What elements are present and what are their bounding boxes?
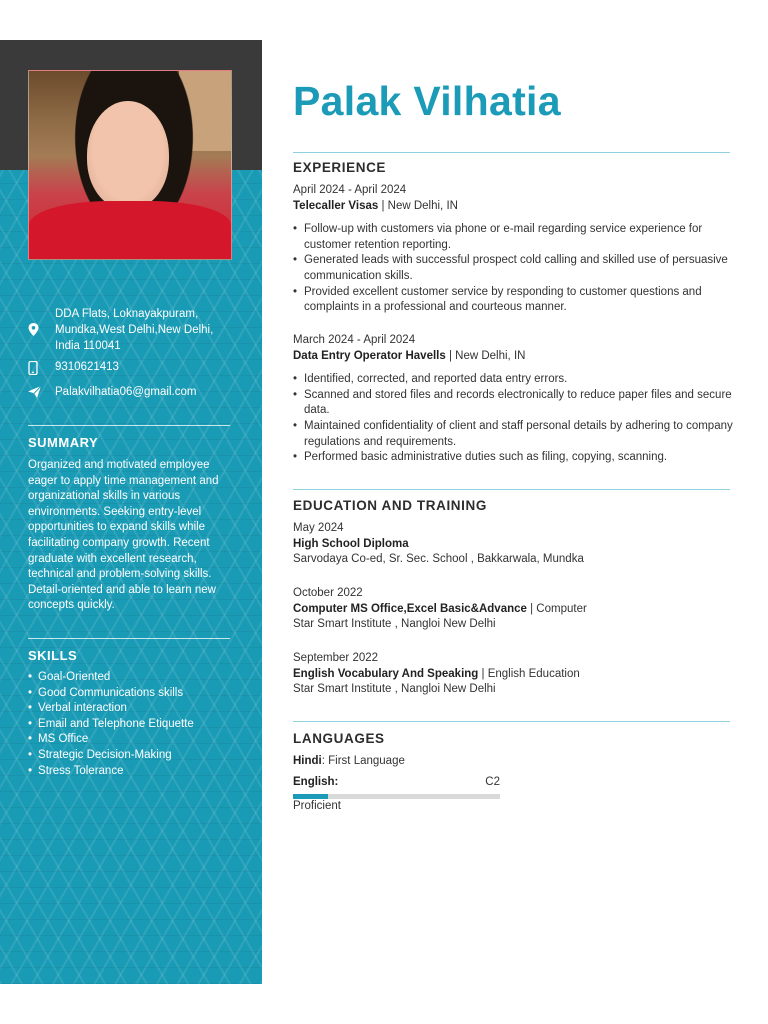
job-entry <box>293 183 733 316</box>
job-dates: March 2024 - April 2024 <box>293 334 416 346</box>
job-bullet: • Scanned and stored files and records electronically to reduce paper files and secure data. <box>293 388 733 419</box>
job-entry <box>293 333 733 466</box>
job-bullet: • Provided excellent customer service by responding to customer questions and complaints in a professional and courteous manner. <box>293 285 733 316</box>
language-native <box>293 754 733 770</box>
job-bullet: • Generated leads with successful prospect cold calling and skilled use of persuasive communication skills. <box>293 253 733 284</box>
language-name: Hindi <box>293 755 322 767</box>
sidebar-divider <box>28 425 230 426</box>
languages-heading: LANGUAGES <box>293 731 385 746</box>
experience-heading: EXPERIENCE <box>293 160 387 175</box>
job-bullets <box>293 222 733 316</box>
language-name: English: <box>293 776 339 788</box>
skill-item: • Goal-Oriented <box>28 670 194 686</box>
job-role: Telecaller Visas <box>293 199 379 212</box>
job-location: | New Delhi, IN <box>378 199 458 212</box>
job-bullet: • Maintained confidentiality of client and staff personal details by adhering to company regulations and requirements. <box>293 419 733 450</box>
skills-heading: SKILLS <box>28 648 78 663</box>
skills-list <box>28 670 194 779</box>
education-date: May 2024 <box>293 522 344 534</box>
location-pin-icon <box>28 323 42 337</box>
job-location: | New Delhi, IN <box>445 349 526 362</box>
language-proficiency-label: Proficient <box>293 800 341 812</box>
job-bullet: • Follow-up with customers via phone or e-mail regarding service experience for customer retention reporting. <box>293 222 733 253</box>
contact-address: DDA Flats, Loknayakpuram, Mundka,West Delhi,New Delhi, India 110041 <box>28 306 238 354</box>
education-heading: EDUCATION AND TRAINING <box>293 498 487 513</box>
education-entry <box>293 651 733 698</box>
summary-text: Organized and motivated employee eager to apply time management and organizational skills in various environments. Seeking entry-level opportunities to expand skills while facilitating company growth. Recent graduate with excellent research, technical and problem-solving skills. Detail-oriented and able to learn new concepts quickly. <box>28 459 219 612</box>
candidate-name: Palak Vilhatia <box>293 78 561 124</box>
education-date: September 2022 <box>293 652 379 664</box>
summary-heading: SUMMARY <box>28 435 99 450</box>
education-school: Star Smart Institute , Nangloi New Delhi <box>293 683 496 696</box>
skill-item: • Email and Telephone Etiquette <box>28 717 194 733</box>
education-date: October 2022 <box>293 587 363 599</box>
language-cefr: C2 <box>485 776 500 788</box>
skill-item: • Good Communications skills <box>28 686 194 702</box>
education-school: Star Smart Institute , Nangloi New Delhi <box>293 618 496 631</box>
sidebar <box>0 40 262 984</box>
education-degree: English Vocabulary And Speaking <box>293 667 479 680</box>
job-bullet: • Identified, corrected, and reported data entry errors. <box>293 372 733 388</box>
education-field: | English Education <box>478 667 580 680</box>
job-role: Data Entry Operator Havells <box>293 349 446 362</box>
education-entry <box>293 521 733 568</box>
language-level: : First Language <box>321 755 405 767</box>
skill-item: • MS Office <box>28 732 194 748</box>
sidebar-divider <box>28 638 230 639</box>
send-icon <box>28 386 42 400</box>
education-school: Sarvodaya Co-ed, Sr. Sec. School , Bakkarwala, Mundka <box>293 553 584 566</box>
education-degree: High School Diploma <box>293 537 409 550</box>
language-english <box>293 775 500 791</box>
skill-item: • Verbal interaction <box>28 701 194 717</box>
education-field: | Computer <box>526 602 587 615</box>
skill-item: • Stress Tolerance <box>28 764 194 780</box>
section-divider <box>293 721 730 722</box>
section-divider <box>293 489 730 490</box>
education-entry <box>293 586 733 633</box>
section-divider <box>293 152 730 153</box>
contact-email[interactable]: Palakvilhatia06@gmail.com <box>28 384 238 400</box>
skill-item: • Strategic Decision-Making <box>28 748 194 764</box>
job-dates: April 2024 - April 2024 <box>293 184 407 196</box>
profile-photo <box>28 70 232 260</box>
job-bullet: • Performed basic administrative duties such as filing, copying, scanning. <box>293 450 733 466</box>
job-bullets <box>293 372 733 466</box>
education-degree: Computer MS Office,Excel Basic&Advance <box>293 602 527 615</box>
phone-icon <box>28 361 42 375</box>
contact-phone: 9310621413 <box>28 359 238 375</box>
